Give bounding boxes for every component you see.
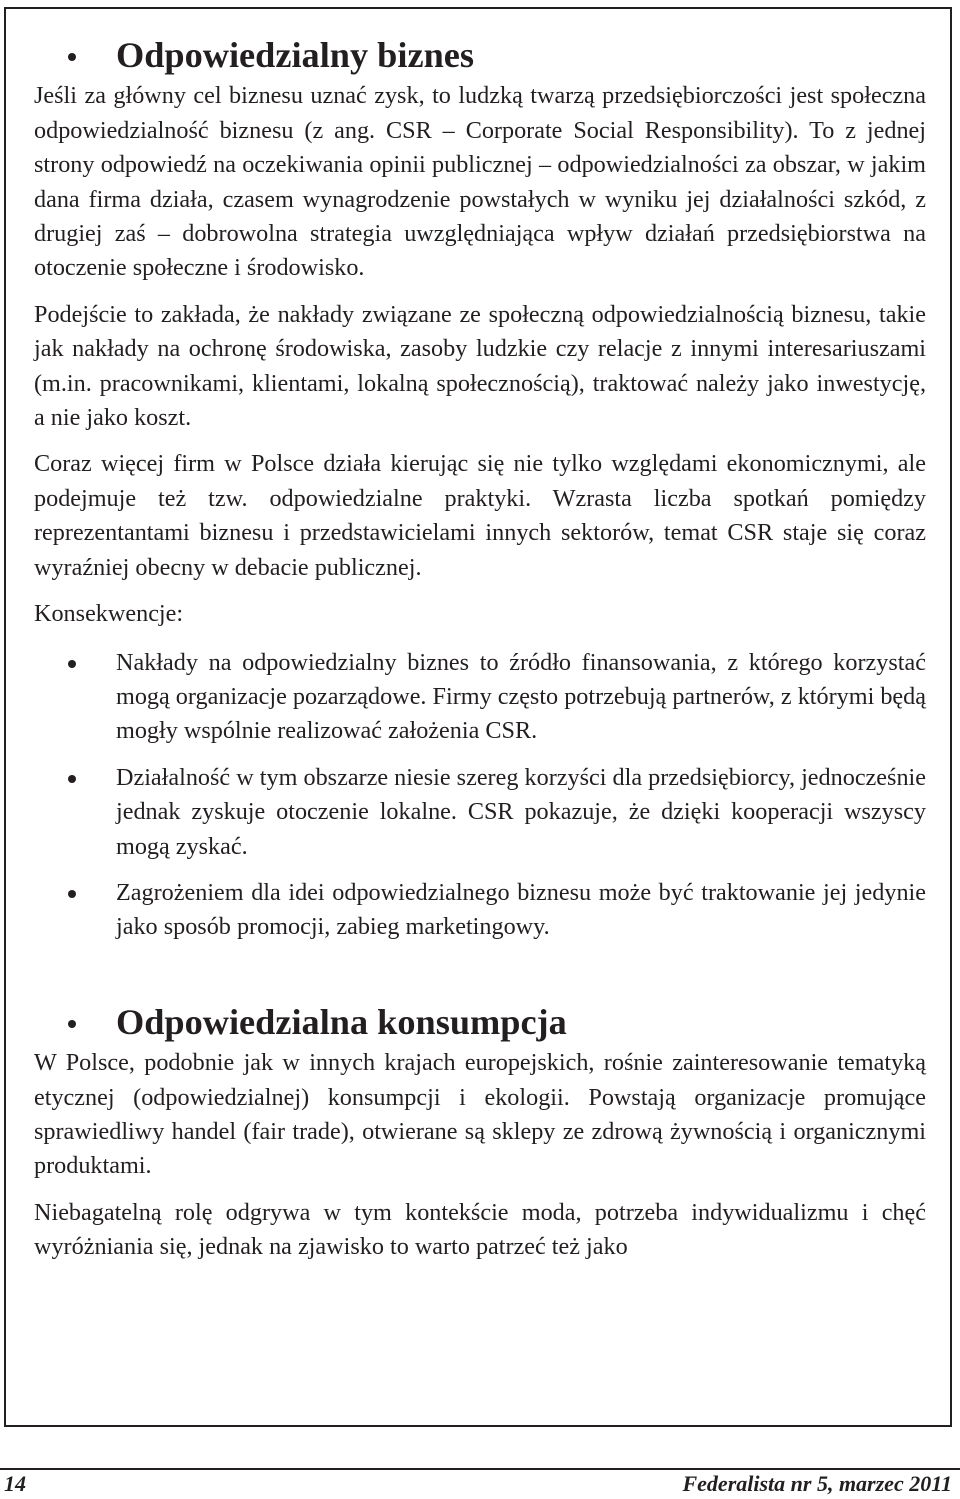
footer-divider [0,1468,960,1470]
consequences-list [34,646,926,945]
list-item-text: Działalność w tym obszarze niesie szereg korzyści dla przedsiębiorcy, jednocześnie jednak zyskuje otoczenie lokalne. CSR pokazuje, że dzięki kooperacji wszyscy mogą zyskać. [116,763,926,860]
section-heading-text: Odpowiedzialny biznes [116,35,474,75]
list-item [34,876,926,945]
section-heading-odpowiedzialny-biznes [34,35,926,75]
paragraph-consumption-trend: W Polsce, podobnie jak w innych krajach europejskich, rośnie zainteresowanie tematyką etycznej (odpowiedzialnej) konsumpcji i ekologii. Powstają organizacje promujące sprawiedliwy handel (fair trade), otwierane są sklepy ze zdrową żywnością i organicznymi produktami. [34,1049,926,1180]
section-heading-odpowiedzialna-konsumpcja [34,1001,926,1042]
bullet-icon [68,660,76,668]
paragraph-csr-definition: Jeśli za główny cel biznesu uznać zysk, to ludzką twarzą przedsiębiorczości jest społeczna odpowiedzialność biznesu (z ang. CSR – Corporate Social Responsibility). To z jednej strony odpowiedź na oczekiwania opinii publicznej – odpowiedzialności za obszar, w jakim dana firma działa, czasem wynagrodzenie powstałych w wyniku jej działalności szkód, z drugiej zaś – dobrowolna strategia uwzględniająca wpływ działań przedsiębiorstwa na otoczenie społeczne i środowisko. [34,82,926,282]
paragraph-fashion-role: Niebagatelną rolę odgrywa w tym kontekście moda, potrzeba indywidualizmu i chęć wyróżniania się, jednak na zjawisko to warto patrzeć też jako [34,1198,926,1261]
journal-title: Federalista nr 5, marzec 2011 [682,1471,952,1496]
bullet-icon [68,775,76,783]
paragraph-csr-poland: Coraz więcej firm w Polsce działa kierując się nie tylko względami ekonomicznymi, ale podejmuje też tzw. odpowiedzialne praktyki. Wzrasta liczba spotkań pomiędzy reprezentantami biznesu i przedstawicielami innych sektorów, temat CSR staje się coraz wyraźniej obecny w debacie publicznej. [34,450,926,581]
list-item [34,646,926,749]
list-item [34,761,926,864]
bullet-icon [68,53,76,61]
list-item-text: Zagrożeniem dla idei odpowiedzialnego biznesu może być traktowanie jej jedynie jako sposób promocji, zabieg marketingowy. [116,878,926,941]
list-item-text: Nakłady na odpowiedzialny biznes to źródło finansowania, z którego korzystać mogą organizacje pozarządowe. Firmy często potrzebują partnerów, z którymi będą mogły wspólnie realizować założenia CSR. [116,648,926,745]
paragraph-csr-investment: Podejście to zakłada, że nakłady związane ze społeczną odpowiedzialnością biznesu, takie jak nakłady na ochronę środowiska, zasoby ludzkie czy relacje z innymi interesariuszami (m.in. pracownikami, klientami, lokalną społecznością), traktować należy jako inwestycję, a nie jako koszt. [34,300,926,432]
bullet-icon [68,1020,76,1028]
page-number: 14 [4,1471,26,1496]
article-body [34,35,926,1265]
paragraph-consequences-label: Konsekwencje: [34,600,184,628]
section-heading-text: Odpowiedzialna konsumpcja [116,1001,567,1042]
bullet-icon [68,890,76,898]
